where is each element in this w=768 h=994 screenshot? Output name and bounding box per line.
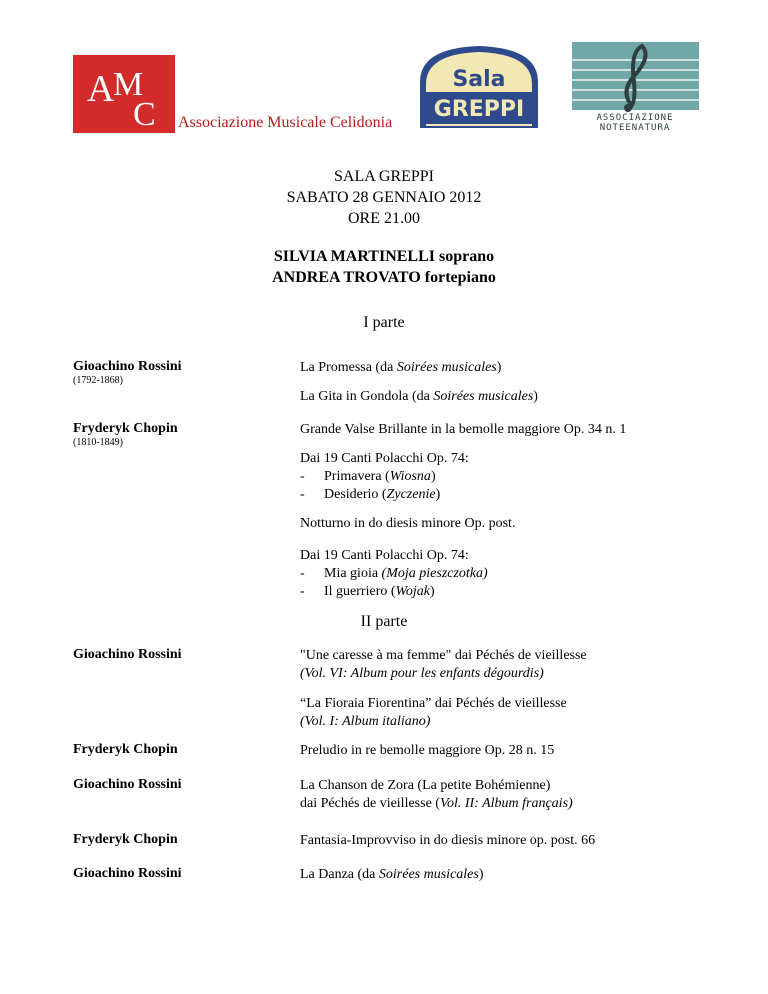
piece-heading: Dai 19 Canti Polacchi Op. 74:: [300, 548, 469, 563]
amc-logo: [73, 55, 175, 133]
part2-title: II parte: [360, 613, 408, 630]
dash: -: [300, 469, 305, 484]
piece-text: dai Péchés de vieillesse (: [300, 796, 440, 811]
piece-la-gita-in-gondola: [300, 388, 538, 406]
list-item: [300, 486, 469, 504]
composer-rossini: Gioachino Rossini: [73, 777, 182, 792]
piece-text: ): [478, 867, 484, 882]
composer-chopin: Fryderyk Chopin: [73, 832, 178, 847]
piece-text: ): [496, 360, 502, 375]
event-venue: SALA GREPPI: [333, 168, 435, 185]
performer-soprano: SILVIA MARTINELLI soprano: [273, 248, 495, 265]
amc-logo-graphic: [73, 55, 175, 133]
piece-italic: Wojak: [395, 584, 431, 599]
sala-logo-text-greppi: GREPPI: [433, 97, 525, 122]
piece-italic: (Vol. I: Album italiano): [300, 714, 431, 729]
piece-text: ): [533, 389, 538, 404]
list-item: [300, 565, 488, 583]
sala-greppi-logo: [414, 42, 544, 130]
note-e-natura-logo: [572, 42, 699, 132]
piece-italic: Soirées musicales: [433, 389, 534, 404]
piece-heading: Dai 19 Canti Polacchi Op. 74:: [300, 451, 469, 466]
piece-chanson-de-zora: [300, 777, 573, 813]
piece-la-danza: [300, 866, 484, 884]
piece-text: Il guerriero (: [324, 584, 396, 599]
list-item: [300, 583, 488, 601]
composer-rossini-dates: (1792-1868): [73, 375, 123, 386]
piece-text: Desiderio (: [324, 487, 387, 502]
piece-italic: Zyczenie: [386, 487, 436, 502]
amc-letter-c: C: [133, 96, 156, 133]
piece-text: "Une caresse à ma femme" dai Péchés de vieillesse: [300, 648, 587, 663]
piece-italic: Soirées musicales: [396, 360, 497, 375]
amc-association-name: Associazione Musicale Celidonia: [178, 114, 393, 131]
piece-text: ): [430, 469, 436, 484]
amc-letter-m: M: [113, 66, 144, 103]
piece-italic: Wiosna: [389, 469, 431, 484]
performer-fortepiano: ANDREA TROVATO fortepiano: [272, 269, 496, 286]
event-time: ORE 21.00: [348, 210, 420, 227]
piece-preludio: Preludio in re bemolle maggiore Op. 28 n. 15: [300, 743, 555, 758]
piece-italic: (Vol. VI: Album pour les enfants dégourdis): [300, 666, 544, 681]
event-date: SABATO 28 GENNAIO 2012: [286, 189, 482, 206]
note-logo-text-line1: ASSOCIAZIONE: [596, 113, 674, 123]
composer-rossini: Gioachino Rossini: [73, 866, 182, 881]
piece-text: La Gita in Gondola (da: [300, 389, 434, 404]
piece-text: La Danza (da: [300, 867, 379, 882]
dash: -: [300, 487, 305, 502]
piece-italic: Vol. II: Album français): [439, 796, 573, 811]
piece-canti-polacchi-1: [300, 450, 469, 504]
piece-canti-polacchi-2: [300, 547, 488, 601]
composer-chopin: Fryderyk Chopin: [73, 421, 178, 436]
piece-italic: Soirées musicales: [378, 867, 479, 882]
piece-text: “La Fioraia Fiorentina” dai Péchés de vieillesse: [300, 696, 567, 711]
composer-chopin-dates: (1810-1849): [73, 437, 123, 448]
dash: -: [300, 566, 305, 581]
list-item: [300, 468, 469, 486]
piece-text: ): [430, 584, 435, 599]
piece-text: La Chanson de Zora (La petite Bohémienne): [300, 778, 551, 793]
piece-line: [300, 795, 573, 813]
part1-title: I parte: [363, 314, 405, 331]
piece-text: Primavera (: [324, 469, 390, 484]
composer-chopin: Fryderyk Chopin: [73, 742, 178, 757]
piece-text: La Promessa (da: [300, 360, 397, 375]
piece-la-fioraia-fiorentina: [300, 695, 567, 731]
dash: -: [300, 584, 305, 599]
piece-grande-valse: Grande Valse Brillante in la bemolle maggiore Op. 34 n. 1: [300, 422, 627, 437]
piece-italic: (Moja pieszczotka): [381, 566, 488, 581]
amc-letter-a: A: [87, 68, 115, 110]
piece-text: Mia gioia: [324, 566, 382, 581]
piece-la-promessa: [300, 359, 501, 377]
piece-text: ): [435, 487, 441, 502]
piece-une-caresse: [300, 647, 587, 683]
piece-notturno: Notturno in do diesis minore Op. post.: [300, 516, 516, 531]
sala-logo-text-sala: Sala: [452, 67, 506, 92]
note-logo-text-line2: NOTEENATURA: [599, 123, 671, 132]
composer-rossini: Gioachino Rossini: [73, 647, 182, 662]
piece-fantasia-improvviso: Fantasia-Improvviso in do diesis minore op. post. 66: [300, 833, 596, 848]
composer-rossini: Gioachino Rossini: [73, 359, 182, 374]
